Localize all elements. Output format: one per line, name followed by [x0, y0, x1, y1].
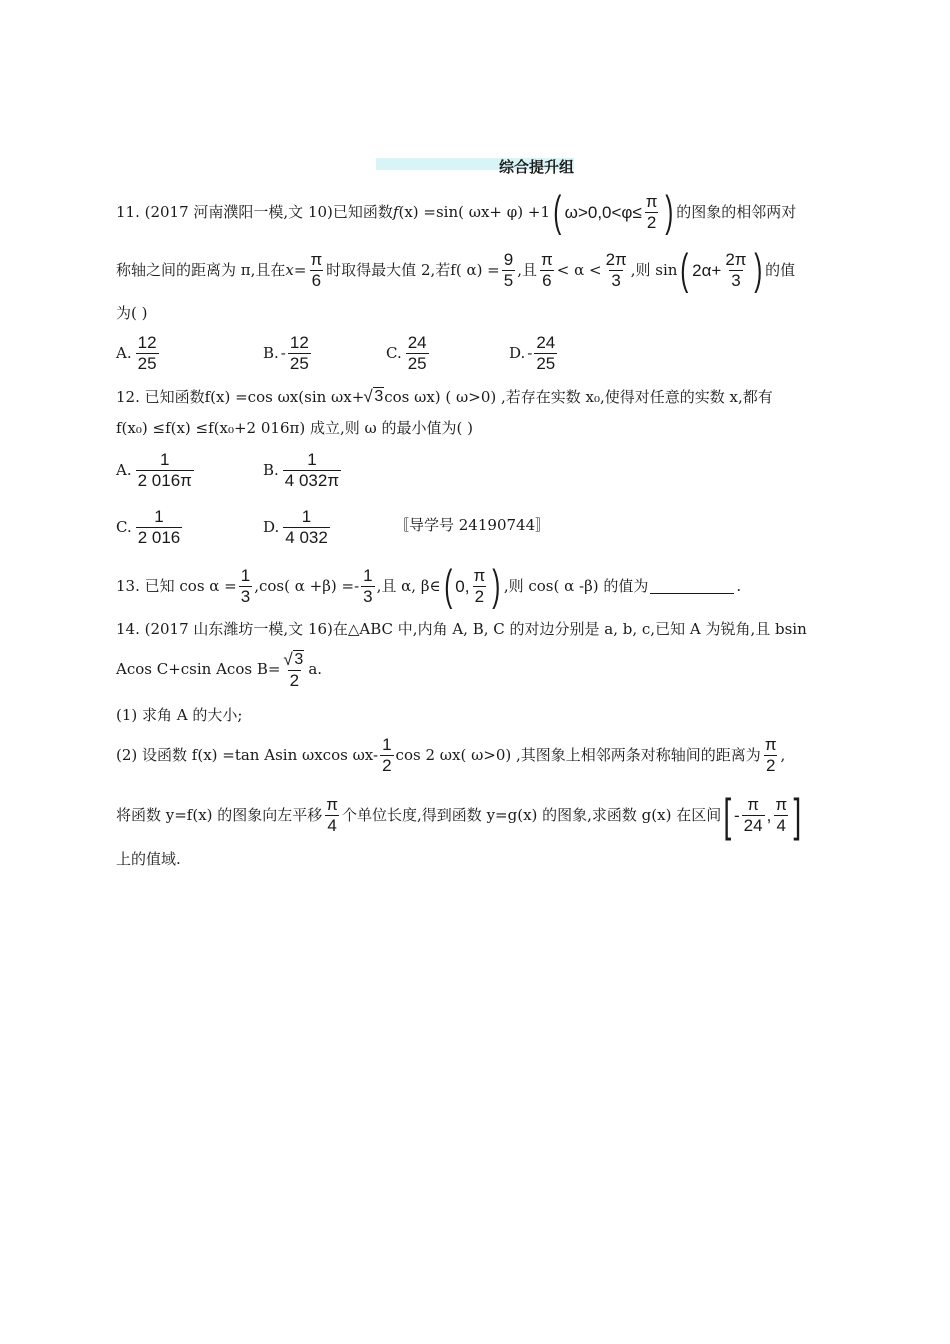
fraction: $\frac{2\pi}{3}$: [605, 249, 627, 290]
q11-option-b[interactable]: B. - $\frac{12}{25}$: [263, 333, 309, 373]
q12-option-d[interactable]: D. $\frac{1}{4 032}$: [263, 507, 328, 547]
q11-line-1: 11. (2017 河南濮阳一模,文 10)已知函数 f (x) =sin( ωx+ φ) +1 ( ω>0,0<φ≤ $\frac{\pi}{2}$ ) 的图象的相邻两对: [116, 187, 797, 236]
q11-line-3: 为( ): [116, 304, 148, 322]
fraction: $\frac{\pi}{6}$: [310, 249, 323, 290]
fraction: $\frac{\pi}{6}$: [541, 249, 553, 290]
square-root: √ 3: [364, 389, 384, 405]
q12-line-2: f(x₀) ≤f(x) ≤f(x₀+2 016π) 成立,则 ω 的最小值为( ): [116, 419, 473, 437]
answer-blank[interactable]: [650, 579, 734, 594]
q14-part-2-line-2: 将函数 y=f(x) 的图象向左平移 $\frac{\pi}{4}$ 个单位长度,得到函数 y=g(x) 的图象,求函数 g(x) 在区间 [ - $\frac{\pi}{24}$ , $\frac{\pi}{4}$ ]: [116, 789, 802, 841]
q13-line: 13. 已知 cos α = $\frac{1}{3}$ ,cos( α +β) =- $\frac{1}{3}$ ,且 α, β∈ ( 0, $\frac{\pi}{2}$ ) ,则 cos( α -β) 的值为 .: [116, 561, 742, 610]
fraction: $\frac{\pi}{2}$: [645, 191, 658, 232]
fraction: $\frac{9}{5}$: [503, 249, 514, 290]
q14-part-2: (2) 设函数 f(x) =tan Asin ωxcos ωx- $\frac{1}{2}$ cos 2 ωx( ω>0) ,其图象上相邻两条对称轴间的距离为 $\frac{\pi}{2}$ ,: [116, 735, 786, 775]
q12-option-b[interactable]: B. $\frac{1}{4 032\pi}$: [263, 450, 340, 490]
q11-option-c[interactable]: C. $\frac{24}{25}$: [386, 333, 427, 373]
q14-part-2-line-3: 上的值域.: [116, 850, 181, 868]
q14-part-1: (1) 求角 A 的大小;: [116, 706, 243, 724]
q11-option-a[interactable]: A. $\frac{12}{25}$: [116, 333, 157, 373]
section-heading: 综合提升组: [498, 158, 574, 176]
q11-option-d[interactable]: D. - $\frac{24}{25}$: [509, 333, 556, 373]
guide-number: 〚导学号 24190744〛: [394, 516, 551, 534]
q12-line-1: 12. 已知函数 f(x) =cos ωx(sin ωx+ √ 3 cos ωx) ( ω>0) ,若存在实数 x₀,使得对任意的实数 x,都有: [116, 389, 773, 405]
q12-option-a[interactable]: A. $\frac{1}{2 016\pi}$: [116, 450, 192, 490]
q12-option-c[interactable]: C. $\frac{1}{2 016}$: [116, 507, 181, 547]
fraction: $\frac{2\pi}{3}$: [725, 249, 747, 290]
q11-line-2: 称轴之间的距离为 π,且在 x= $\frac{\pi}{6}$ 时取得最大值 2,若 f( α) = $\frac{9}{5}$ ,且 $\frac{\pi}{6}$ < α < $\frac{2\pi}{3}$ ,则 sin ( 2α+ $\frac{2\pi}{3}$ ) 的值: [116, 245, 796, 294]
q14-line-2: Acos C+csin Acos B= √ $\frac{3}{2}$ a.: [116, 650, 322, 690]
q14-line-1: 14. (2017 山东潍坊一模,文 16)在△ABC 中,内角 A, B, C 的对边分别是 a, b, c,已知 A 为锐角,且 bsin: [116, 620, 807, 638]
